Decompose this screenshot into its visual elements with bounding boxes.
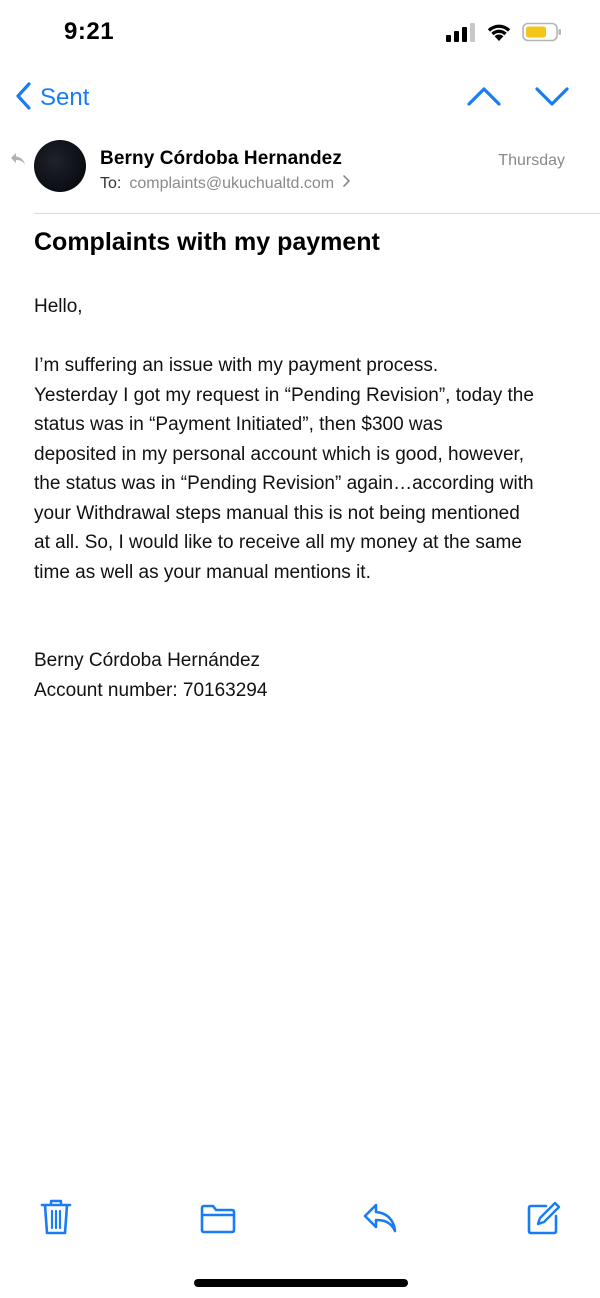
trash-icon[interactable] xyxy=(40,1198,72,1241)
to-label: To: xyxy=(100,174,122,192)
status-time: 9:21 xyxy=(64,18,115,45)
body-line: the status was in “Pending Revision” again…according with xyxy=(34,473,534,494)
recipient-address[interactable]: complaints@ukuchualtd.com xyxy=(129,174,335,192)
header-divider xyxy=(34,213,600,214)
cellular-signal-icon xyxy=(446,22,476,47)
battery-icon xyxy=(522,22,562,47)
chevron-down-icon[interactable] xyxy=(534,82,570,115)
email-date: Thursday xyxy=(498,152,565,169)
chevron-up-icon[interactable] xyxy=(466,82,502,115)
wifi-icon xyxy=(486,22,512,47)
mail-header xyxy=(0,128,600,214)
bottom-toolbar xyxy=(0,1180,600,1260)
replied-indicator-icon xyxy=(10,152,26,171)
home-indicator[interactable] xyxy=(194,1279,408,1287)
sender-name[interactable]: Berny Córdoba Hernandez xyxy=(100,148,342,169)
status-bar xyxy=(0,0,600,70)
chevron-right-icon xyxy=(342,174,351,193)
recipient-line[interactable] xyxy=(100,174,351,193)
body-line: time as well as your manual mentions it. xyxy=(34,561,371,583)
email-greeting: Hello, xyxy=(34,296,83,317)
reply-icon[interactable] xyxy=(362,1202,398,1239)
body-line: at all. So, I would like to receive all my money at the same xyxy=(34,532,522,553)
nav-bar xyxy=(0,72,600,124)
chevron-left-icon xyxy=(14,81,32,116)
email-paragraph xyxy=(34,351,574,587)
signature-name: Berny Córdoba Hernández xyxy=(34,650,261,671)
compose-icon[interactable] xyxy=(526,1200,562,1241)
body-line: Yesterday I got my request in “Pending Revision”, today the xyxy=(34,384,534,406)
body-line: status was in “Payment Initiated”, then $300 was xyxy=(34,414,443,435)
folder-icon[interactable] xyxy=(200,1204,236,1239)
email-body xyxy=(34,292,574,705)
body-line: deposited in my personal account which is good, however, xyxy=(34,443,525,465)
signature-account: Account number: 70163294 xyxy=(34,679,268,701)
avatar[interactable] xyxy=(34,140,86,192)
back-button[interactable] xyxy=(14,80,89,116)
body-line: your Withdrawal steps manual this is not being mentioned xyxy=(34,502,520,524)
email-subject: Complaints with my payment xyxy=(34,228,380,256)
back-label: Sent xyxy=(40,84,90,111)
body-line: I’m suffering an issue with my payment process. xyxy=(34,355,439,376)
